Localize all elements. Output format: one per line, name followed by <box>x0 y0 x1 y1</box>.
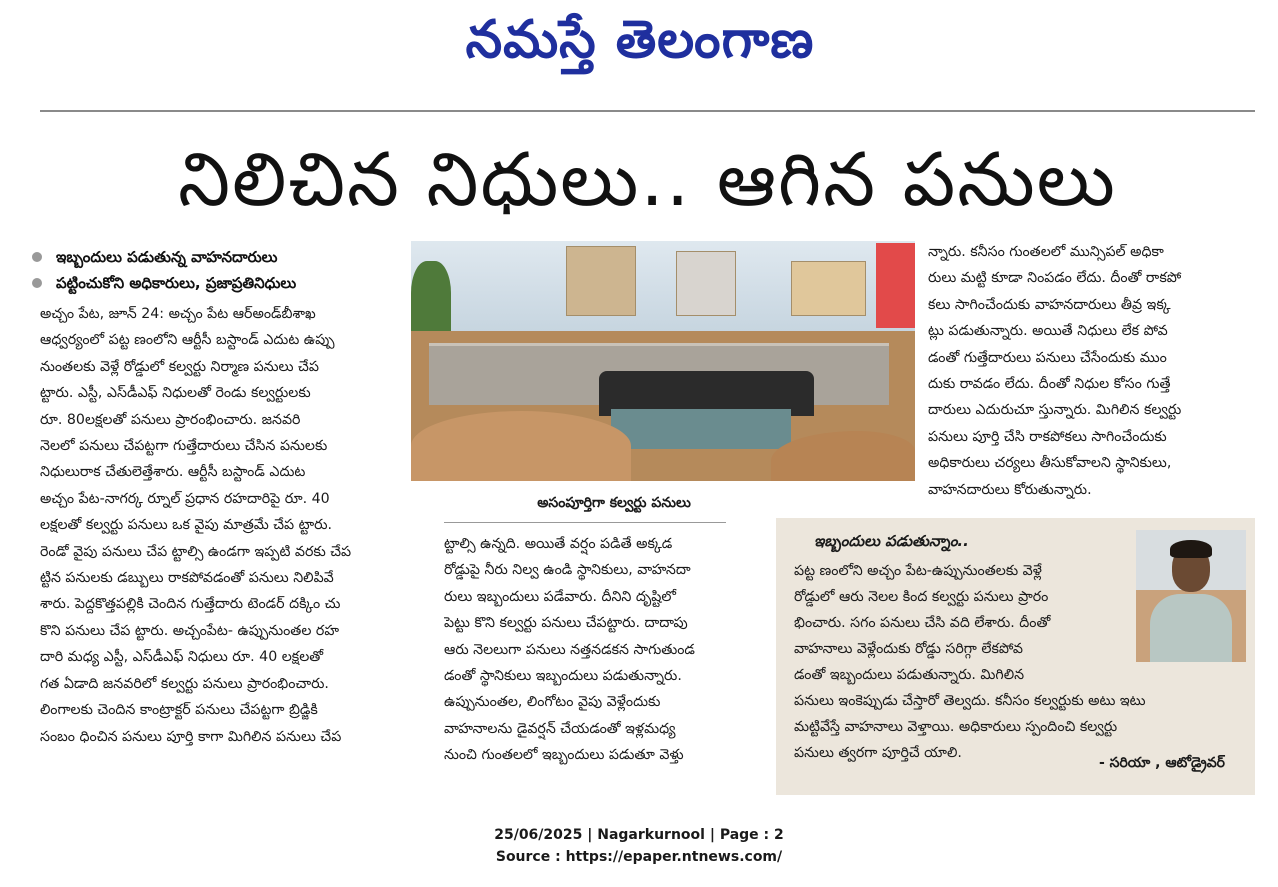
page-footer <box>0 824 1278 868</box>
text-line: దారులు ఎదురుచూ స్తున్నారు. మిగిలిన కల్వర్టు <box>928 402 1182 419</box>
article-headline: నిలిచిన నిధులు.. ఆగిన పనులు <box>178 137 1117 223</box>
quote-box-text <box>794 558 1154 766</box>
text-line: దారి మధ్య ఎస్టీ, ఎస్‌డీఎఫ్ నిధులు రూ. 40 లక్షలతో <box>40 649 324 666</box>
footer-source-link[interactable]: Source : https://epaper.ntnews.com/ <box>495 849 783 865</box>
text-line: పనులు త్వరగా పూర్తిచే యాలి. <box>794 745 962 761</box>
text-line: రోడ్డుపై నీరు నిల్వ ఉండి స్థానికులు, వాహనదా <box>444 562 691 579</box>
text-line: మట్టివేస్తే వాహనాలు వెళ్తాయి. అధికారులు స్పందించి కల్వర్టు <box>794 719 1118 735</box>
text-line: ట్టారు. ఎస్టీ, ఎస్‌డీఎఫ్ నిధులతో రెండు కల్వర్టులకు <box>40 385 311 402</box>
text-line: రోడ్డులో ఆరు నెలల కింద కల్వర్టు పనులు ప్రారం <box>794 589 1049 605</box>
text-line: అచ్చం పేట, జూన్ 24: అచ్చం పేట ఆర్అండ్‌బీశాఖ <box>40 306 316 322</box>
text-line: రులు ఇబ్బందులు పడేవారు. దీనిని దృష్టిలో <box>444 588 676 605</box>
text-line: పనులు ఇంకెప్పుడు చేస్తారో తెల్వదు. కనీసం కల్వర్టుకు అటు ఇటు <box>794 693 1146 709</box>
text-line: పనులు పూర్తి చేసి రాకపోకలు సాగించేందుకు <box>928 428 1167 445</box>
text-line: రూ. 80లక్షలతో పనులు ప్రారంభించారు. జనవరి <box>40 411 301 428</box>
text-line: లక్షలతో కల్వర్టు పనులు ఒక వైపు మాత్రమే చేప ట్టారు. <box>40 517 332 534</box>
text-line: అచ్చం పేట-నాగర్క ర్నూల్ ప్రధాన రహదారిపై రూ. 40 <box>40 490 330 507</box>
text-line: వాహనాలు వెళ్లేందుకు రోడ్డు సరిగ్గా లేకపోవ <box>794 641 1023 657</box>
caption-divider <box>444 522 726 523</box>
text-line: డంతో గుత్తేదారులు పనులు చేసేందుకు ముం <box>928 349 1167 366</box>
text-line: నిధులురాక చేతులెత్తేశారు. ఆర్టీసీ బస్టాండ్ ఎదుట <box>40 464 306 481</box>
text-line: వాహనదారులు కోరుతున్నారు. <box>928 481 1092 498</box>
text-line: న్నారు. కనీసం గుంతలలో మున్సిపల్ అధికా <box>928 244 1164 260</box>
bullet-item: ఇబ్బందులు పడుతున్న వాహనదారులు <box>28 244 408 270</box>
article-column-3 <box>928 239 1258 503</box>
text-line: శారు. పెద్దకొత్తపల్లికి చెందిన గుత్తేదారు టెండర్ దక్కిం చు <box>40 596 341 613</box>
photo-caption: అసంపూర్తిగా కల్వర్టు పనులు <box>537 495 691 511</box>
text-line: డంతో స్థానికులు ఇబ్బందులు పడుతున్నారు. <box>444 668 682 685</box>
bullet-item: పట్టించుకోని అధికారులు, ప్రజాప్రతినిధులు <box>28 270 408 296</box>
text-line: సంబం ధించిన పనులు పూర్తి కాగా మిగిలిన పనులు చేప <box>40 728 342 745</box>
summary-bullets <box>28 244 408 296</box>
bullet-dot-icon <box>32 252 42 262</box>
text-line: పట్ట ణంలోని అచ్చం పేట-ఉప్పునుంతలకు వెళ్లే <box>794 563 1042 579</box>
article-column-1 <box>40 301 420 750</box>
text-line: ట్లు పడుతున్నారు. అయితే నిధులు లేక పోవ <box>928 323 1168 340</box>
text-line: భించారు. సగం పనులు చేసి వది లేశారు. దీంతో <box>794 615 1051 631</box>
text-line: కొని పనులు చేప ట్టారు. అచ్చంపేట- ఉప్పునుంతల రహ <box>40 622 339 639</box>
article-column-2 <box>444 531 764 769</box>
text-line: దుకు రావడం లేదు. దీంతో నిధుల కోసం గుత్తే <box>928 376 1171 393</box>
text-line: నెలలో పనులు చేపట్టగా గుత్తేదారులు చేసిన పనులకు <box>40 438 328 455</box>
text-line: గత ఏడాది జనవరిలో కల్వర్టు పనులు ప్రారంభించారు. <box>40 675 329 692</box>
text-line: డంతో ఇబ్బందులు పడుతున్నారు. మిగిలిన <box>794 667 1025 683</box>
text-line: పెట్టు కొని కల్వర్టు పనులు చేపట్టారు. దాదాపు <box>444 615 688 632</box>
quote-box <box>776 518 1255 795</box>
text-line: లింగాలకు చెందిన కాంట్రాక్టర్ పనులు చేపట్టగా బ్రిడ్జికి <box>40 702 318 719</box>
text-line: రెండో వైపు పనులు చేప ట్టాల్సి ఉండగా ఇప్పటి వరకు చేప <box>40 543 352 560</box>
header-divider <box>40 110 1255 112</box>
text-line: ట్టిన పనులకు డబ్బులు రాకపోవడంతో పనులు నిలిపివే <box>40 570 334 587</box>
text-line: కలు సాగించేందుకు వాహనదారులు తీవ్ర ఇక్క <box>928 296 1171 313</box>
text-line: ఆధ్వర్యంలో పట్ట ణంలోని ఆర్టీసీ బస్టాండ్ ఎదుట ఉప్పు <box>40 332 335 349</box>
text-line: రులు మట్టి కూడా నింపడం లేదు. దీంతో రాకపో <box>928 270 1182 287</box>
quote-credit: - సరియా , ఆటోడ్రైవర్ <box>1098 755 1225 771</box>
text-line: ఆరు నెలలుగా పనులు నత్తనడకన సాగుతుండ <box>444 641 695 658</box>
text-line: నుంతలకు వెళ్లే రోడ్డులో కల్వర్టు నిర్మాణ పనులు చేప <box>40 358 319 375</box>
text-line: అధికారులు చర్యలు తీసుకోవాలని స్థానికులు, <box>928 455 1172 472</box>
quote-box-title: ఇబ్బందులు పడుతున్నాం.. <box>814 532 969 550</box>
text-line: ఉప్పునుంతల, లింగోటం వైపు వెళ్లేందుకు <box>444 694 661 711</box>
text-line: ట్టాల్సి ఉన్నది. అయితే వర్షం పడితే అక్కడ <box>444 536 673 552</box>
masthead <box>0 0 1278 80</box>
culvert-photo <box>411 241 915 481</box>
newspaper-logo: నమస్తే తెలంగాణ <box>465 10 815 70</box>
bullet-dot-icon <box>32 278 42 288</box>
text-line: వాహనాలను డైవర్షన్ చేయడంతో ఇళ్లమధ్య <box>444 720 676 737</box>
text-line: నుంచి గుంతలలో ఇబ్బందులు పడుతూ వెళ్తు <box>444 747 684 764</box>
footer-date-line: 25/06/2025 | Nagarkurnool | Page : 2 <box>494 827 784 843</box>
